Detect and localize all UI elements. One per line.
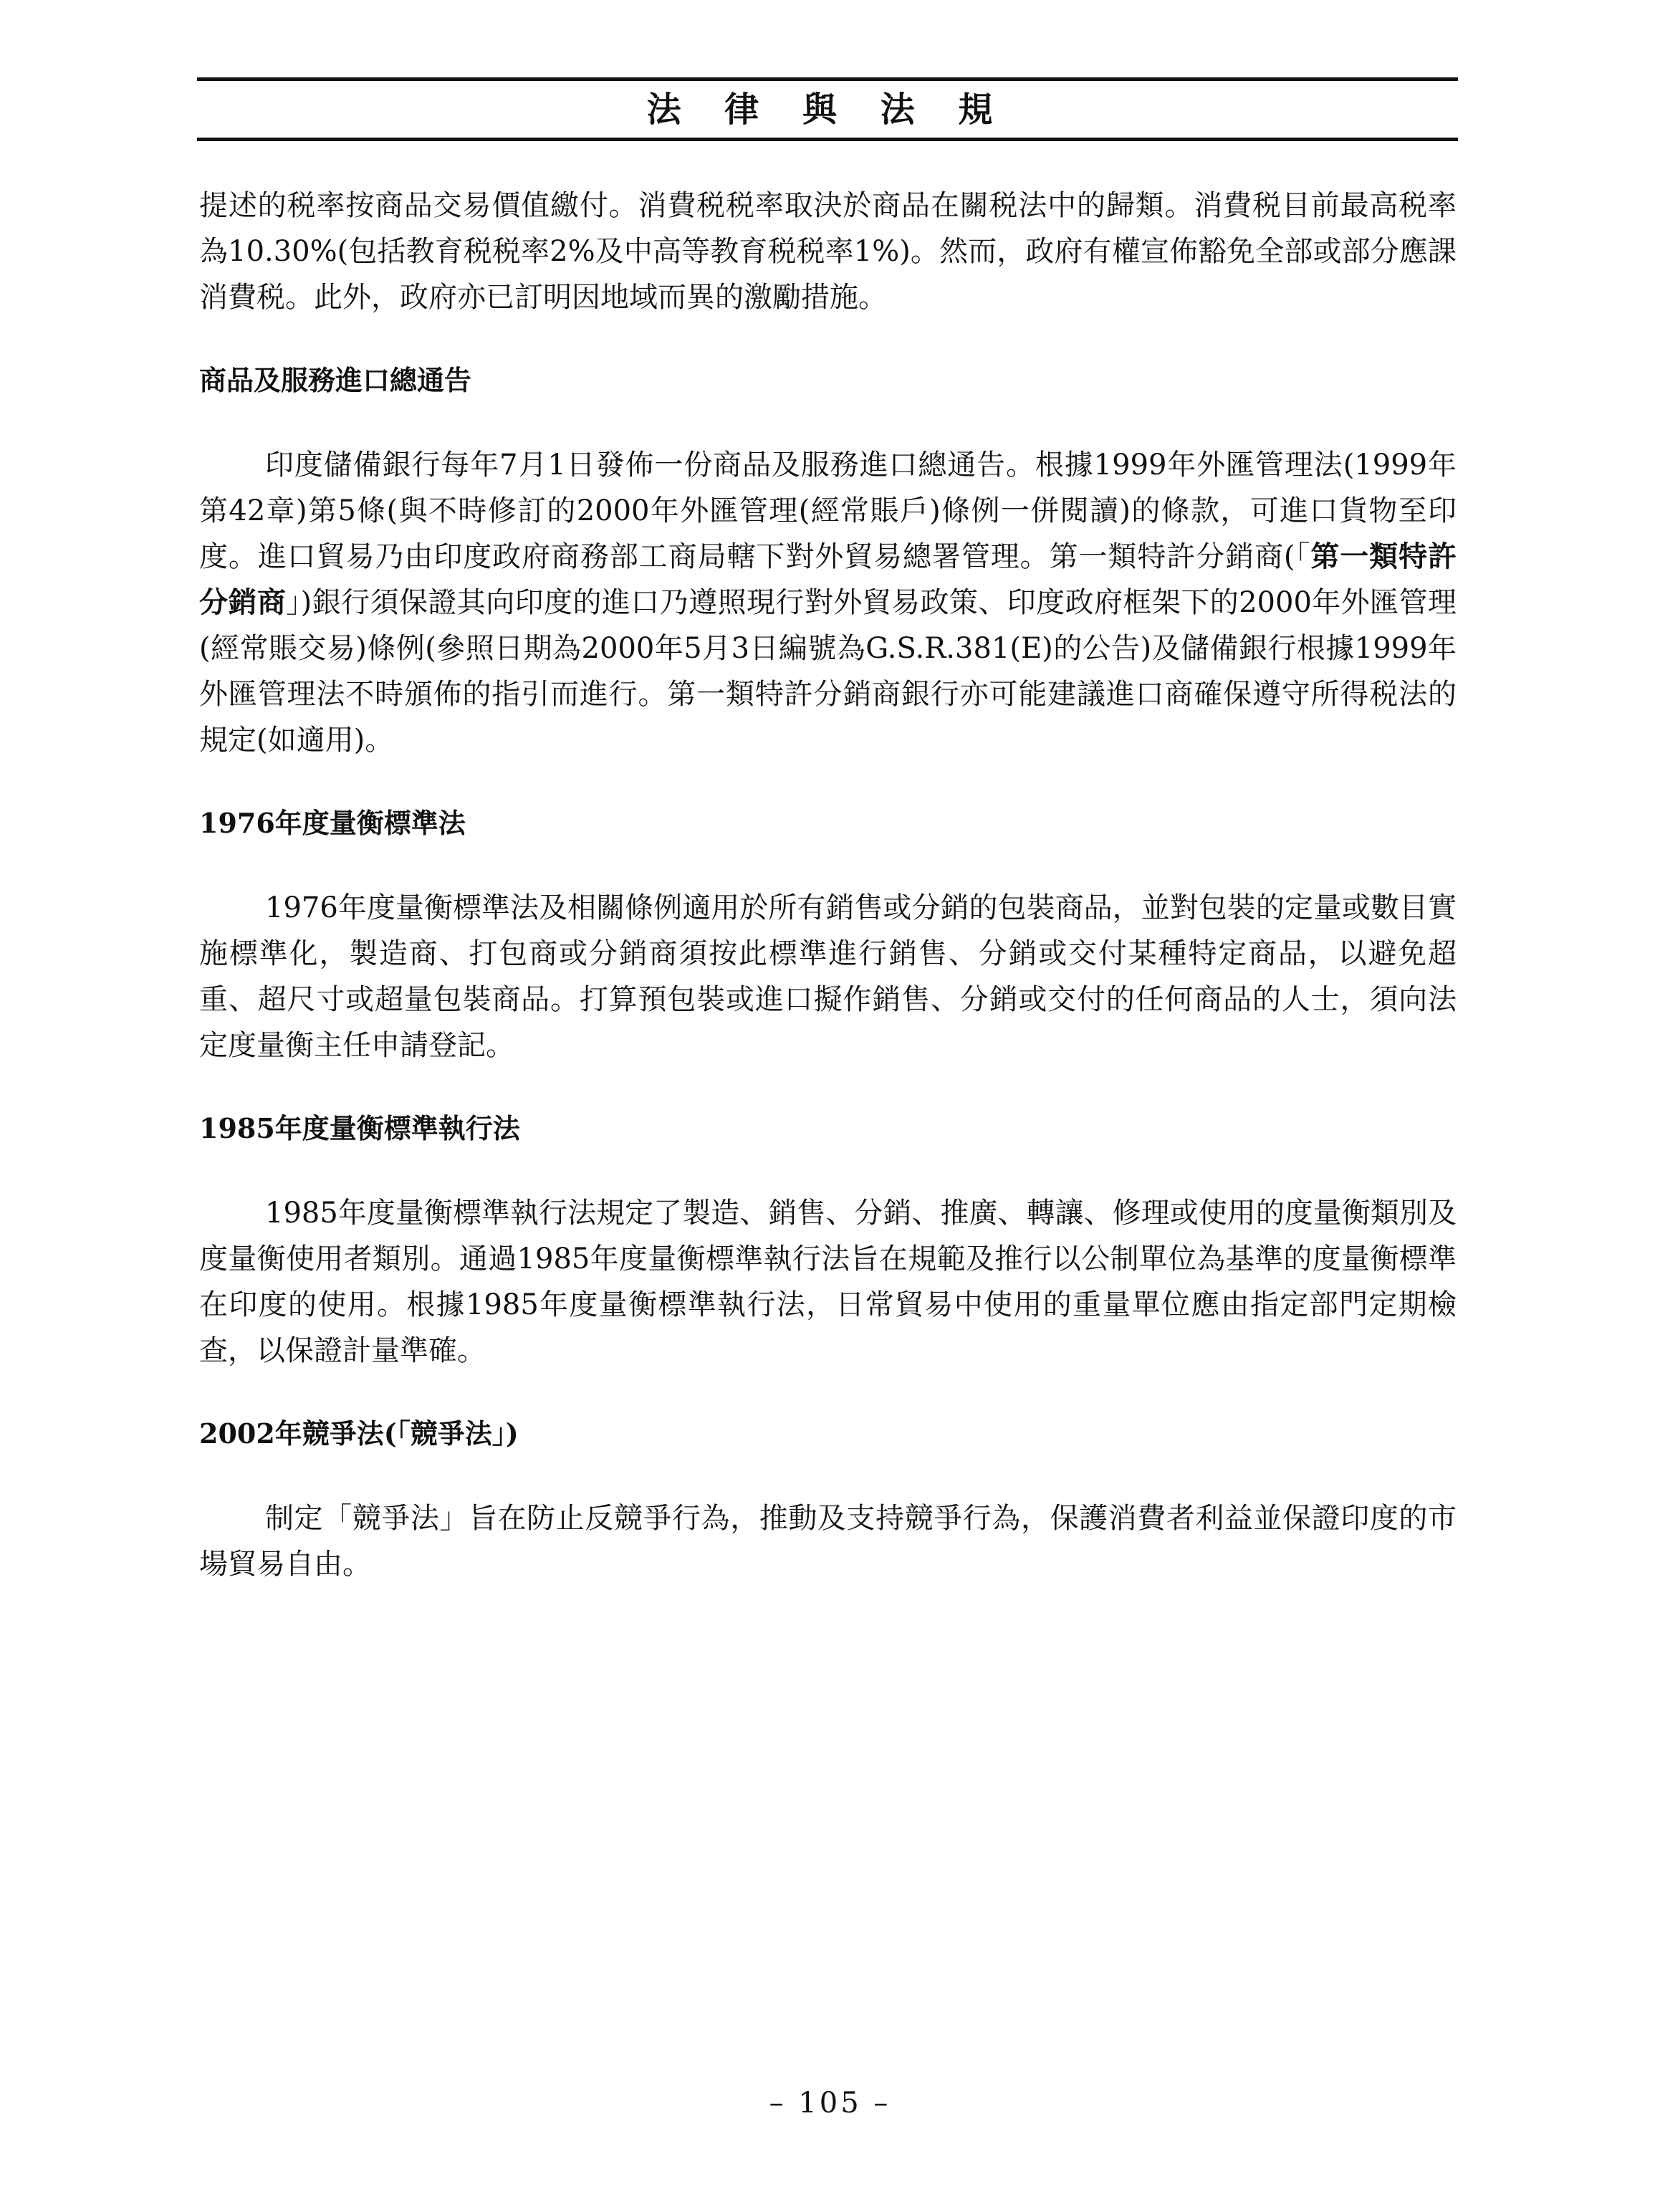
header-top-rule [197, 77, 1458, 81]
header-bottom-rule [197, 138, 1458, 141]
defined-term: 第一類特許分銷商 [199, 540, 1457, 619]
paragraph-text: 」)銀行須保證其向印度的進口乃遵照現行對外貿易政策、印度政府框架下的2000年外匯管理(經常賬交易)條例(參照日期為2000年5月3日編號為G.S.R.381(E)的公告)及儲備銀行根據1999年外匯管理法不時頒佈的指引而進行。第一類特許分銷商銀行亦可能建議進口商確保遵守所得税法的規定(如適用)。 [199, 586, 1457, 757]
paragraph-text: 印度儲備銀行每年7月1日發佈一份商品及服務進口總通告。根據1999年外匯管理法(1999年第42章)第5條(與不時修訂的2000年外匯管理(經常賬戶)條例一併閱讀)的條款，可進口貨物至印度。進口貿易乃由印度政府商務部工商局轄下對外貿易總署管理。第一類特許分銷商(「 [199, 449, 1457, 573]
section-heading-weights-1976: 1976年度量衡標準法 [199, 807, 466, 839]
competition-act-paragraph: 制定「競爭法」旨在防止反競爭行為，推動及支持競爭行為，保護消費者利益並保證印度的市場貿易自由。 [199, 1502, 1457, 1581]
intro-paragraph: 提述的税率按商品交易價值繳付。消費税税率取決於商品在關税法中的歸類。消費税目前最高税率為10.30%(包括教育税税率2%及中高等教育税税率1%)。然而，政府有權宣佈豁免全部或部分應課消費税。此外，政府亦已訂明因地域而異的激勵措施。 [199, 189, 1457, 314]
document-body [199, 183, 1457, 1587]
weights-1985-paragraph: 1985年度量衡標準執行法規定了製造、銷售、分銷、推廣、轉讓、修理或使用的度量衡類別及度量衡使用者類別。通過1985年度量衡標準執行法旨在規範及推行以公制單位為基準的度量衡標準在印度的使用。根據1985年度量衡標準執行法，日常貿易中使用的重量單位應由指定部門定期檢查，以保證計量準確。 [199, 1197, 1457, 1367]
weights-1976-paragraph: 1976年度量衡標準法及相關條例適用於所有銷售或分銷的包裝商品，並對包裝的定量或數目實施標準化，製造商、打包商或分銷商須按此標準進行銷售、分銷或交付某種特定商品，以避免超重、超尺寸或超量包裝商品。打算預包裝或進口擬作銷售、分銷或交付的任何商品的人士，須向法定度量衡主任申請登記。 [199, 891, 1457, 1062]
section-heading-import-notice: 商品及服務進口總通告 [199, 364, 472, 396]
section-heading-weights-1985: 1985年度量衡標準執行法 [199, 1112, 520, 1144]
section-heading-competition-act: 2002年競爭法(「競爭法」) [199, 1417, 519, 1450]
page-number: – 105 – [769, 2087, 891, 2120]
import-notice-paragraph [199, 442, 1457, 763]
page-header-title: 法 律 與 法 規 [646, 90, 1009, 130]
